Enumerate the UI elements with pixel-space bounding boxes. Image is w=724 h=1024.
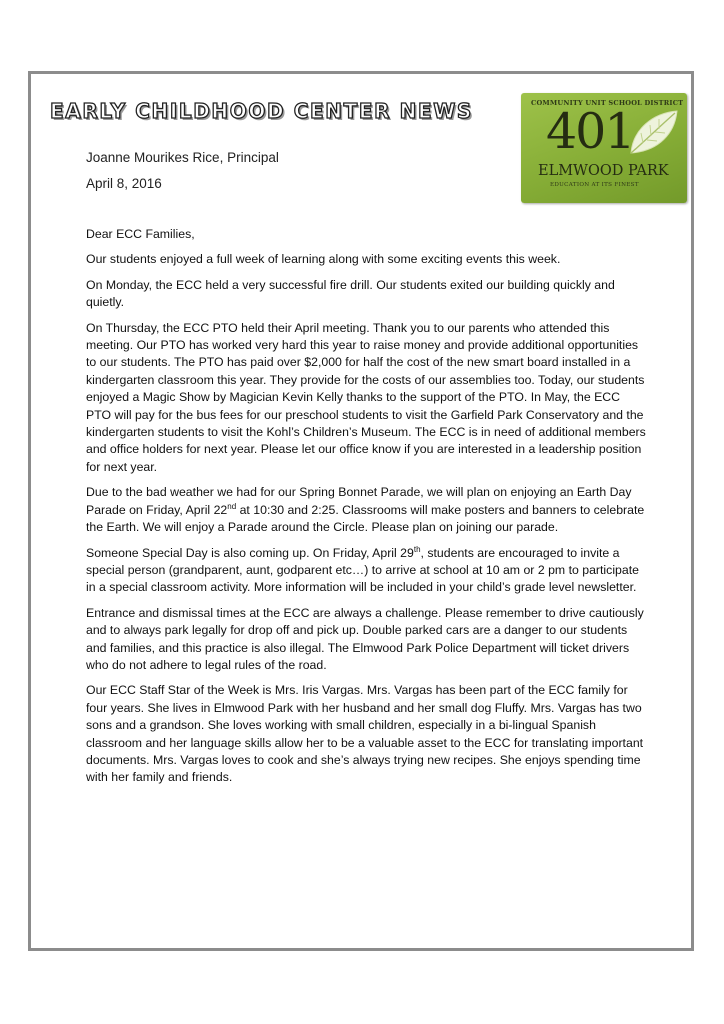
paragraph-earth-day (86, 484, 646, 536)
special-day-text-1: Someone Special Day is also coming up. On Friday, April 29 (86, 545, 414, 560)
letter-body (86, 226, 646, 795)
leaf-icon (625, 107, 681, 159)
logo-place-name: ELMWOOD PARK (538, 163, 669, 179)
paragraph-pto: On Thursday, the ECC PTO held their April meeting. Thank you to our parents who attended this meeting. Our PTO has worked very hard this year to raise money and provide additional opportunities to our students. The PTO has paid over $2,000 for half the cost of the new smart board installed in a kindergarten classroom this year. They provide for the costs of our assemblies too. Today, our students enjoyed a Magic Show by Magician Kevin Kelly thanks to the support of the PTO. In May, the ECC PTO will pay for the bus fees for our preschool students to visit the Garfield Park Conservatory and the kindergarten students to visit the Kohl’s Children’s Museum. The ECC is in need of additional members and office holders for next year. Please let our office know if you are interested in a leadership position for next year. (86, 320, 646, 474)
district-logo (521, 93, 687, 203)
paragraph-staff-star: Our ECC Staff Star of the Week is Mrs. Iris Vargas. Mrs. Vargas has been part of the ECC family for four years. She lives in Elmwood Park with her husband and her small dog Fluffy. Mrs. Vargas has two sons and a grandson. She loves working with small children, especially in a bi-lingual Spanish classroom and her language skills allow her to be a valuable asset to the ECC for translating important documents. Mrs. Vargas loves to cook and she’s always trying new recipes. She enjoys spending time with her family and friends. (86, 683, 644, 785)
newsletter-date: April 8, 2016 (86, 176, 162, 191)
paragraph-intro: Our students enjoyed a full week of learning along with some exciting events this week. (86, 252, 561, 267)
paragraph-entrance: Entrance and dismissal times at the ECC are always a challenge. Please remember to drive cautiously and to always park legally for drop off and pick up. Double parked cars are a danger to our students and families, and this practice is also illegal. The Elmwood Park Police Department will ticket drivers who do not adhere to legal rules of the road. (86, 605, 644, 672)
letter-greeting: Dear ECC Families, (86, 227, 195, 241)
logo-tagline: EDUCATION AT ITS FINEST (550, 182, 639, 188)
earth-day-text-1: Due to the bad weather we had for our Spring Bonnet Parade, we will plan on enjoying an Earth Day Parade on Friday, April 22 (86, 485, 632, 517)
earth-day-text-2: at 10:30 and 2:25. Classrooms will make posters and banners to celebrate the Earth. We will enjoy a Parade around the Circle. Please plan on joining our parade. (86, 502, 645, 535)
paragraph-fire-drill: On Monday, the ECC held a very successful fire drill. Our students exited our building quickly and quietly. (86, 277, 615, 310)
logo-district-text: COMMUNITY UNIT SCHOOL DISTRICT (531, 99, 684, 107)
paragraph-special-day (86, 545, 646, 597)
principal-name: Joanne Mourikes Rice, Principal (86, 150, 279, 165)
logo-district-number: 401 (546, 103, 634, 160)
earth-day-ordinal: nd (227, 501, 237, 511)
special-day-text-2: , students are encouraged to invite a special person (grandparent, aunt, godparent etc…) to arrive at school at 10 am or 2 pm to participate in a special classroom activity. More information will be included in your child’s grade level newsletter. (86, 545, 639, 595)
special-day-ordinal: th (413, 544, 421, 554)
newsletter-title: EARLY CHILDHOOD CENTER NEWS (50, 99, 473, 123)
